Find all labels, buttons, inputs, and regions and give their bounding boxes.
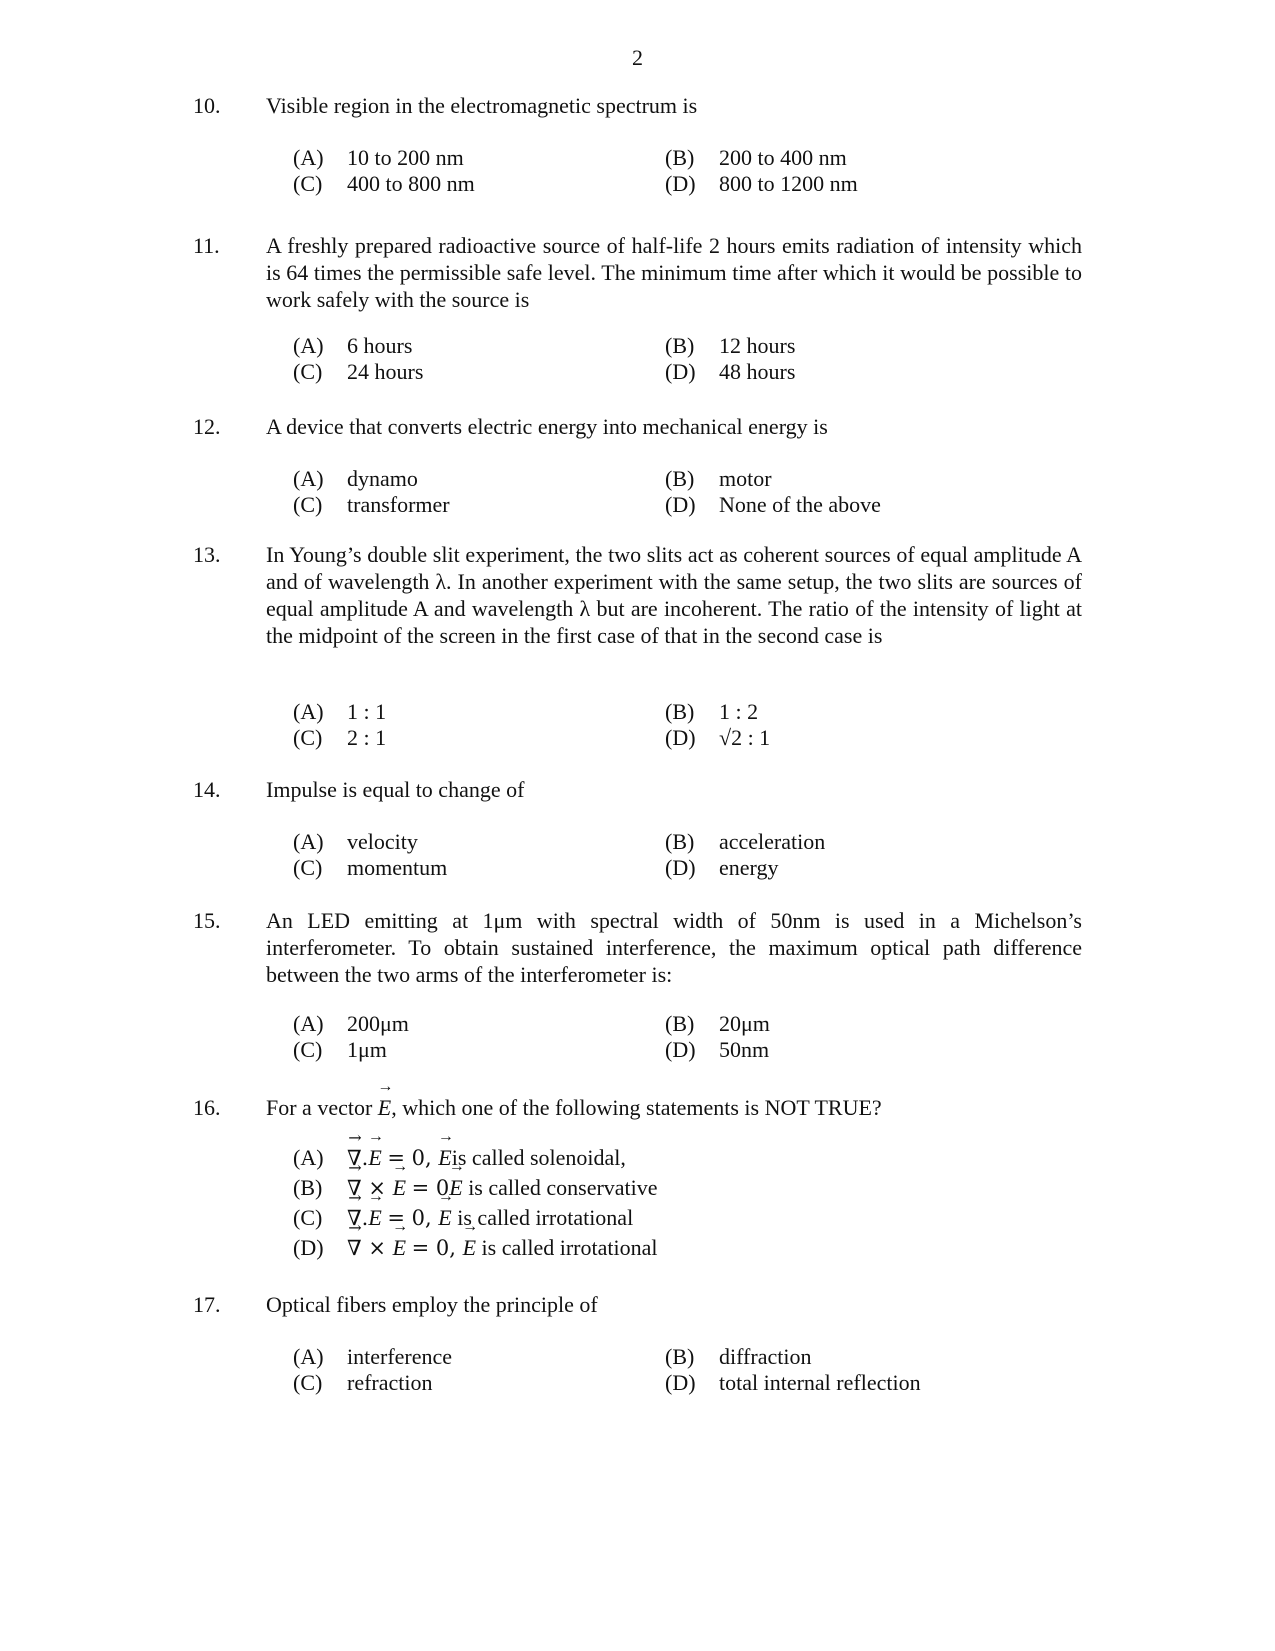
option-label: (A) — [293, 1344, 324, 1369]
nabla-symbol: → ∇ — [347, 1145, 362, 1172]
vector-e: → E — [438, 1144, 451, 1171]
option-label: (C) — [293, 855, 323, 880]
option-label: (B) — [665, 699, 695, 724]
option-label: (C) — [293, 492, 323, 517]
option-text: 1 : 1 — [347, 699, 387, 724]
option-label: (C) — [293, 171, 323, 196]
option-text — [347, 1174, 658, 1202]
option-text: motor — [719, 466, 772, 491]
question-text: A freshly prepared radioactive source of half-life 2 hours emits radiation of intensity which is 64 times the permissible safe level. The minimum time after which it would be possible to work safely with the source is — [266, 233, 1082, 312]
option-label: (D) — [293, 1235, 324, 1260]
option-label: (C) — [293, 1037, 323, 1062]
vector-e: → E — [393, 1234, 406, 1261]
option-label: (A) — [293, 1145, 324, 1170]
option-text — [347, 1234, 657, 1262]
statement-tail: is called irrotational — [476, 1235, 658, 1260]
operator: . — [361, 1146, 369, 1170]
operator: × — [361, 1236, 393, 1260]
option-text: momentum — [347, 855, 448, 880]
option-text: acceleration — [719, 829, 826, 854]
vector-e: → E — [449, 1174, 462, 1201]
option-label: (B) — [665, 829, 695, 854]
question-text: An LED emitting at 1μm with spectral width of 50nm is used in a Michelson’s interferometer. To obtain sustained interference, the maximum optical path difference between the two arms of the interferometer is: — [266, 908, 1082, 987]
option-text: 20μm — [719, 1011, 770, 1036]
option-text: velocity — [347, 829, 418, 854]
question-number: 10. — [193, 93, 221, 118]
question-number: 16. — [193, 1095, 221, 1120]
option-text: diffraction — [719, 1344, 812, 1369]
question-text: Optical fibers employ the principle of — [266, 1292, 598, 1317]
option-text: 200 to 400 nm — [719, 145, 847, 170]
option-label: (B) — [665, 145, 695, 170]
operator: . — [361, 1206, 369, 1230]
option-text: interference — [347, 1344, 453, 1369]
option-label: (C) — [293, 1370, 323, 1395]
nabla-symbol: → ∇ — [347, 1235, 362, 1262]
question-number: 15. — [193, 908, 221, 933]
question-number: 13. — [193, 542, 221, 567]
option-text: 48 hours — [719, 359, 796, 384]
page-number: 2 — [632, 45, 643, 70]
statement-tail: is called irrotational — [451, 1205, 634, 1230]
option-text: energy — [719, 855, 779, 880]
equation-rhs: = 0, — [387, 1146, 439, 1170]
question-text — [266, 1094, 1082, 1121]
statement-tail: is called conservative — [462, 1175, 658, 1200]
option-text: 50nm — [719, 1037, 770, 1062]
option-text: 800 to 1200 nm — [719, 171, 858, 196]
vector-e: → E — [393, 1174, 406, 1201]
option-label: (B) — [293, 1175, 323, 1200]
option-label: (A) — [293, 829, 324, 854]
option-text: None of the above — [719, 492, 881, 517]
option-text: 6 hours — [347, 333, 413, 358]
option-label: (C) — [293, 725, 323, 750]
option-text — [347, 1204, 633, 1232]
vector-e: → E — [368, 1144, 381, 1171]
option-text: dynamo — [347, 466, 418, 491]
option-text: transformer — [347, 492, 450, 517]
option-label: (A) — [293, 1011, 324, 1036]
option-label: (B) — [665, 333, 695, 358]
option-label: (A) — [293, 699, 324, 724]
nabla-symbol: → ∇ — [347, 1205, 362, 1232]
equation-rhs: = 0, — [411, 1236, 463, 1260]
nabla-symbol: → ∇ — [347, 1175, 362, 1202]
question-text: Visible region in the electromagnetic spectrum is — [266, 93, 698, 118]
vector-e: → E — [438, 1204, 451, 1231]
option-label: (A) — [293, 145, 324, 170]
option-text: 2 : 1 — [347, 725, 387, 750]
option-label: (A) — [293, 333, 324, 358]
text-before: For a vector — [266, 1095, 378, 1120]
option-label: (D) — [665, 855, 696, 880]
equation-rhs: = — [411, 1176, 436, 1200]
text-after: , which one of the following statements is NOT TRUE? — [391, 1095, 882, 1120]
statement-tail: is called solenoidal, — [451, 1145, 626, 1170]
option-text: √2 : 1 — [719, 725, 771, 750]
option-text: 400 to 800 nm — [347, 171, 475, 196]
option-label: (D) — [665, 492, 696, 517]
option-label: (C) — [293, 1205, 323, 1230]
question-number: 14. — [193, 777, 221, 802]
question-text: In Young’s double slit experiment, the two slits act as coherent sources of equal amplitude A and of wavelength λ. In another experiment with the same setup, the two slits are sources of equal amplitude A and wavelength λ but are incoherent. The ratio of the intensity of light at the midpoint of the screen in the first case of that in the second case is — [266, 542, 1082, 648]
option-label: (D) — [665, 171, 696, 196]
vector-e: → E — [378, 1094, 391, 1121]
option-text: 12 hours — [719, 333, 796, 358]
operator: × — [361, 1176, 393, 1200]
option-label: (B) — [665, 466, 695, 491]
option-label: (D) — [665, 359, 696, 384]
option-text: total internal reflection — [719, 1370, 921, 1395]
option-text: 200μm — [347, 1011, 409, 1036]
option-text: 24 hours — [347, 359, 424, 384]
option-text: 1μm — [347, 1037, 387, 1062]
option-label: (C) — [293, 359, 323, 384]
option-label: (A) — [293, 466, 324, 491]
question-number: 12. — [193, 414, 221, 439]
option-text: refraction — [347, 1370, 433, 1395]
vector-e: → E — [368, 1204, 381, 1231]
option-label: (D) — [665, 1037, 696, 1062]
question-text: A device that converts electric energy into mechanical energy is — [266, 414, 828, 439]
zero: 0 — [435, 1176, 450, 1200]
vector-e: → E — [463, 1234, 476, 1261]
equation-rhs: = 0, — [387, 1206, 439, 1230]
option-label: (B) — [665, 1011, 695, 1036]
option-label: (D) — [665, 725, 696, 750]
question-text: Impulse is equal to change of — [266, 777, 525, 802]
question-number: 17. — [193, 1292, 221, 1317]
option-text — [347, 1144, 626, 1172]
option-label: (B) — [665, 1344, 695, 1369]
option-text: 10 to 200 nm — [347, 145, 464, 170]
option-label: (D) — [665, 1370, 696, 1395]
question-number: 11. — [193, 233, 220, 258]
option-text: 1 : 2 — [719, 699, 759, 724]
